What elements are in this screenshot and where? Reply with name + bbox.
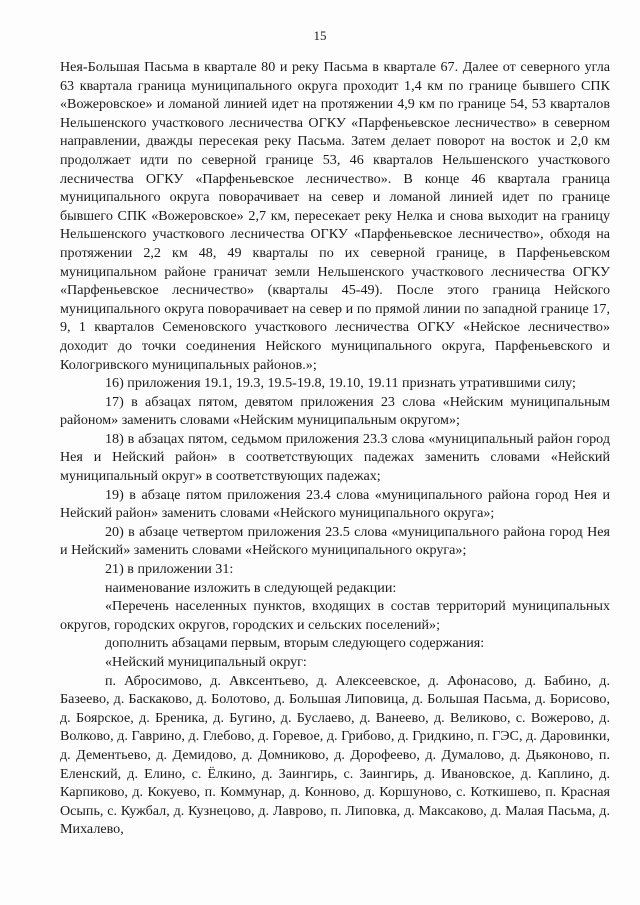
item-21-paragraph: 21) в приложении 31: [105,561,234,578]
settlement-list-paragraph: п. Абросимово, д. Авксентьево, д. Алексеевское, д. Афонасово, д. Бабино, д. Базеево, д. Баскаково, д. Болотово, д. Большая Липовица, д. Большая Пасьма, д. Борисово, д. Боярское, д. Бреника, д. Бугино, д. Буслаево, д. Ванеево, д. Великово, с. Вожерово, д. Волково, д. Гаврино, д. Глебово, д. Горевое, д. Грибово, д. Гридкино, п. ГЭС, д. Даровинки, д. Дементьево, д. Демидово, д. Домниково, д. Дорофеево, д. Думалово, д. Дьяконово, п. Еленский, д. Елино, с. Ёлкино, д. Заингирь, с. Заингирь, д. Ивановское, д. Каплино, д. Карпиково, д. Кокуево, п. Коммунар, д. Конново, д. Коршуново, с. Коткишево, п. Красная Осыпь, с. Кужбал, д. Кузнецово, д. Лаврово, п. Липовка, д. Максаково, д. Малая Пасьма, д. Михалево, [60,672,610,838]
rename-instruction-paragraph: наименование изложить в следующей редакции: [105,579,397,596]
item-19-paragraph: 19) в абзаце пятом приложения 23.4 слова «муниципального района город Нея и Нейский район» заменить словами «Нейского муниципального округа»; [60,486,610,522]
add-paragraphs-instruction: дополнить абзацами первым, вторым следующего содержания: [105,635,485,652]
item-17-paragraph: 17) в абзацах пятом, девятом приложения 23 слова «Нейским муниципальным районом» заменить словами «Нейским муниципальным округом»; [60,393,610,429]
item-20-paragraph: 20) в абзаце четвертом приложения 23.5 слова «муниципального района город Нея и Нейский» заменить словами «Нейского муниципального округа»; [60,523,610,559]
district-heading-paragraph: «Нейский муниципальный округ: [105,654,307,670]
document-body [60,58,610,839]
page-number: 15 [313,28,327,43]
item-16-paragraph: 16) приложения 19.1, 19.3, 19.5-19.8, 19.10, 19.11 признать утратившими силу; [105,375,576,392]
new-title-paragraph: «Перечень населенных пунктов, входящих в состав территорий муниципальных округов, городских округов, городских и сельских поселений»; [60,598,610,633]
item-18-paragraph: 18) в абзацах пятом, седьмом приложения 23.3 слова «муниципальный район город Нея и Нейский район» в соответствующих падежах заменить словами «Нейский муниципальный округ» в соответствующих падежах; [60,430,610,485]
boundary-description-paragraph: Нея-Большая Пасьма в квартале 80 и реку Пасьма в квартале 67. Далее от северного угла 63 квартала граница муниципального округа проходит 1,4 км по границе бывшего СПК «Вожеровское» и ломаной линией идет на протяжении 4,9 км по границе 54, 53 кварталов Нельшенского участкового лесничества ОГКУ «Парфеньевское лесничество» в северном направлении, дважды пересекая реку Пасьма. Затем делает поворот на восток и 2,0 км продолжает идти по северной границе 53, 46 кварталов Нельшенского участкового лесничества ОГКУ «Парфеньевское лесничество». В конце 46 квартала граница муниципального округа поворачивает на север и ломаной линией идет по границе бывшего СПК «Вожеровское» 2,7 км, пересекает реку Нелка и снова выходит на границу Нельшенского участкового лесничества ОГКУ «Парфеньевское лесничество», обходя на протяжении 2,2 км 48, 49 кварталы по их северной границе, в Парфеньевском муниципальном районе граничат земли Нельшенского участкового лесничества ОГКУ «Парфеньевское лесничество» (кварталы 45-49). После этого граница Нейского муниципального округа поворачивает на север и по прямой линии по западной границе 17, 9, 1 кварталов Семеновского участкового лесничества ОГКУ «Нейское лесничество» доходит до точки соединения Нейского муниципального округа, Парфеньевского и Кологривского муниципальных районов.»; [60,59,610,373]
